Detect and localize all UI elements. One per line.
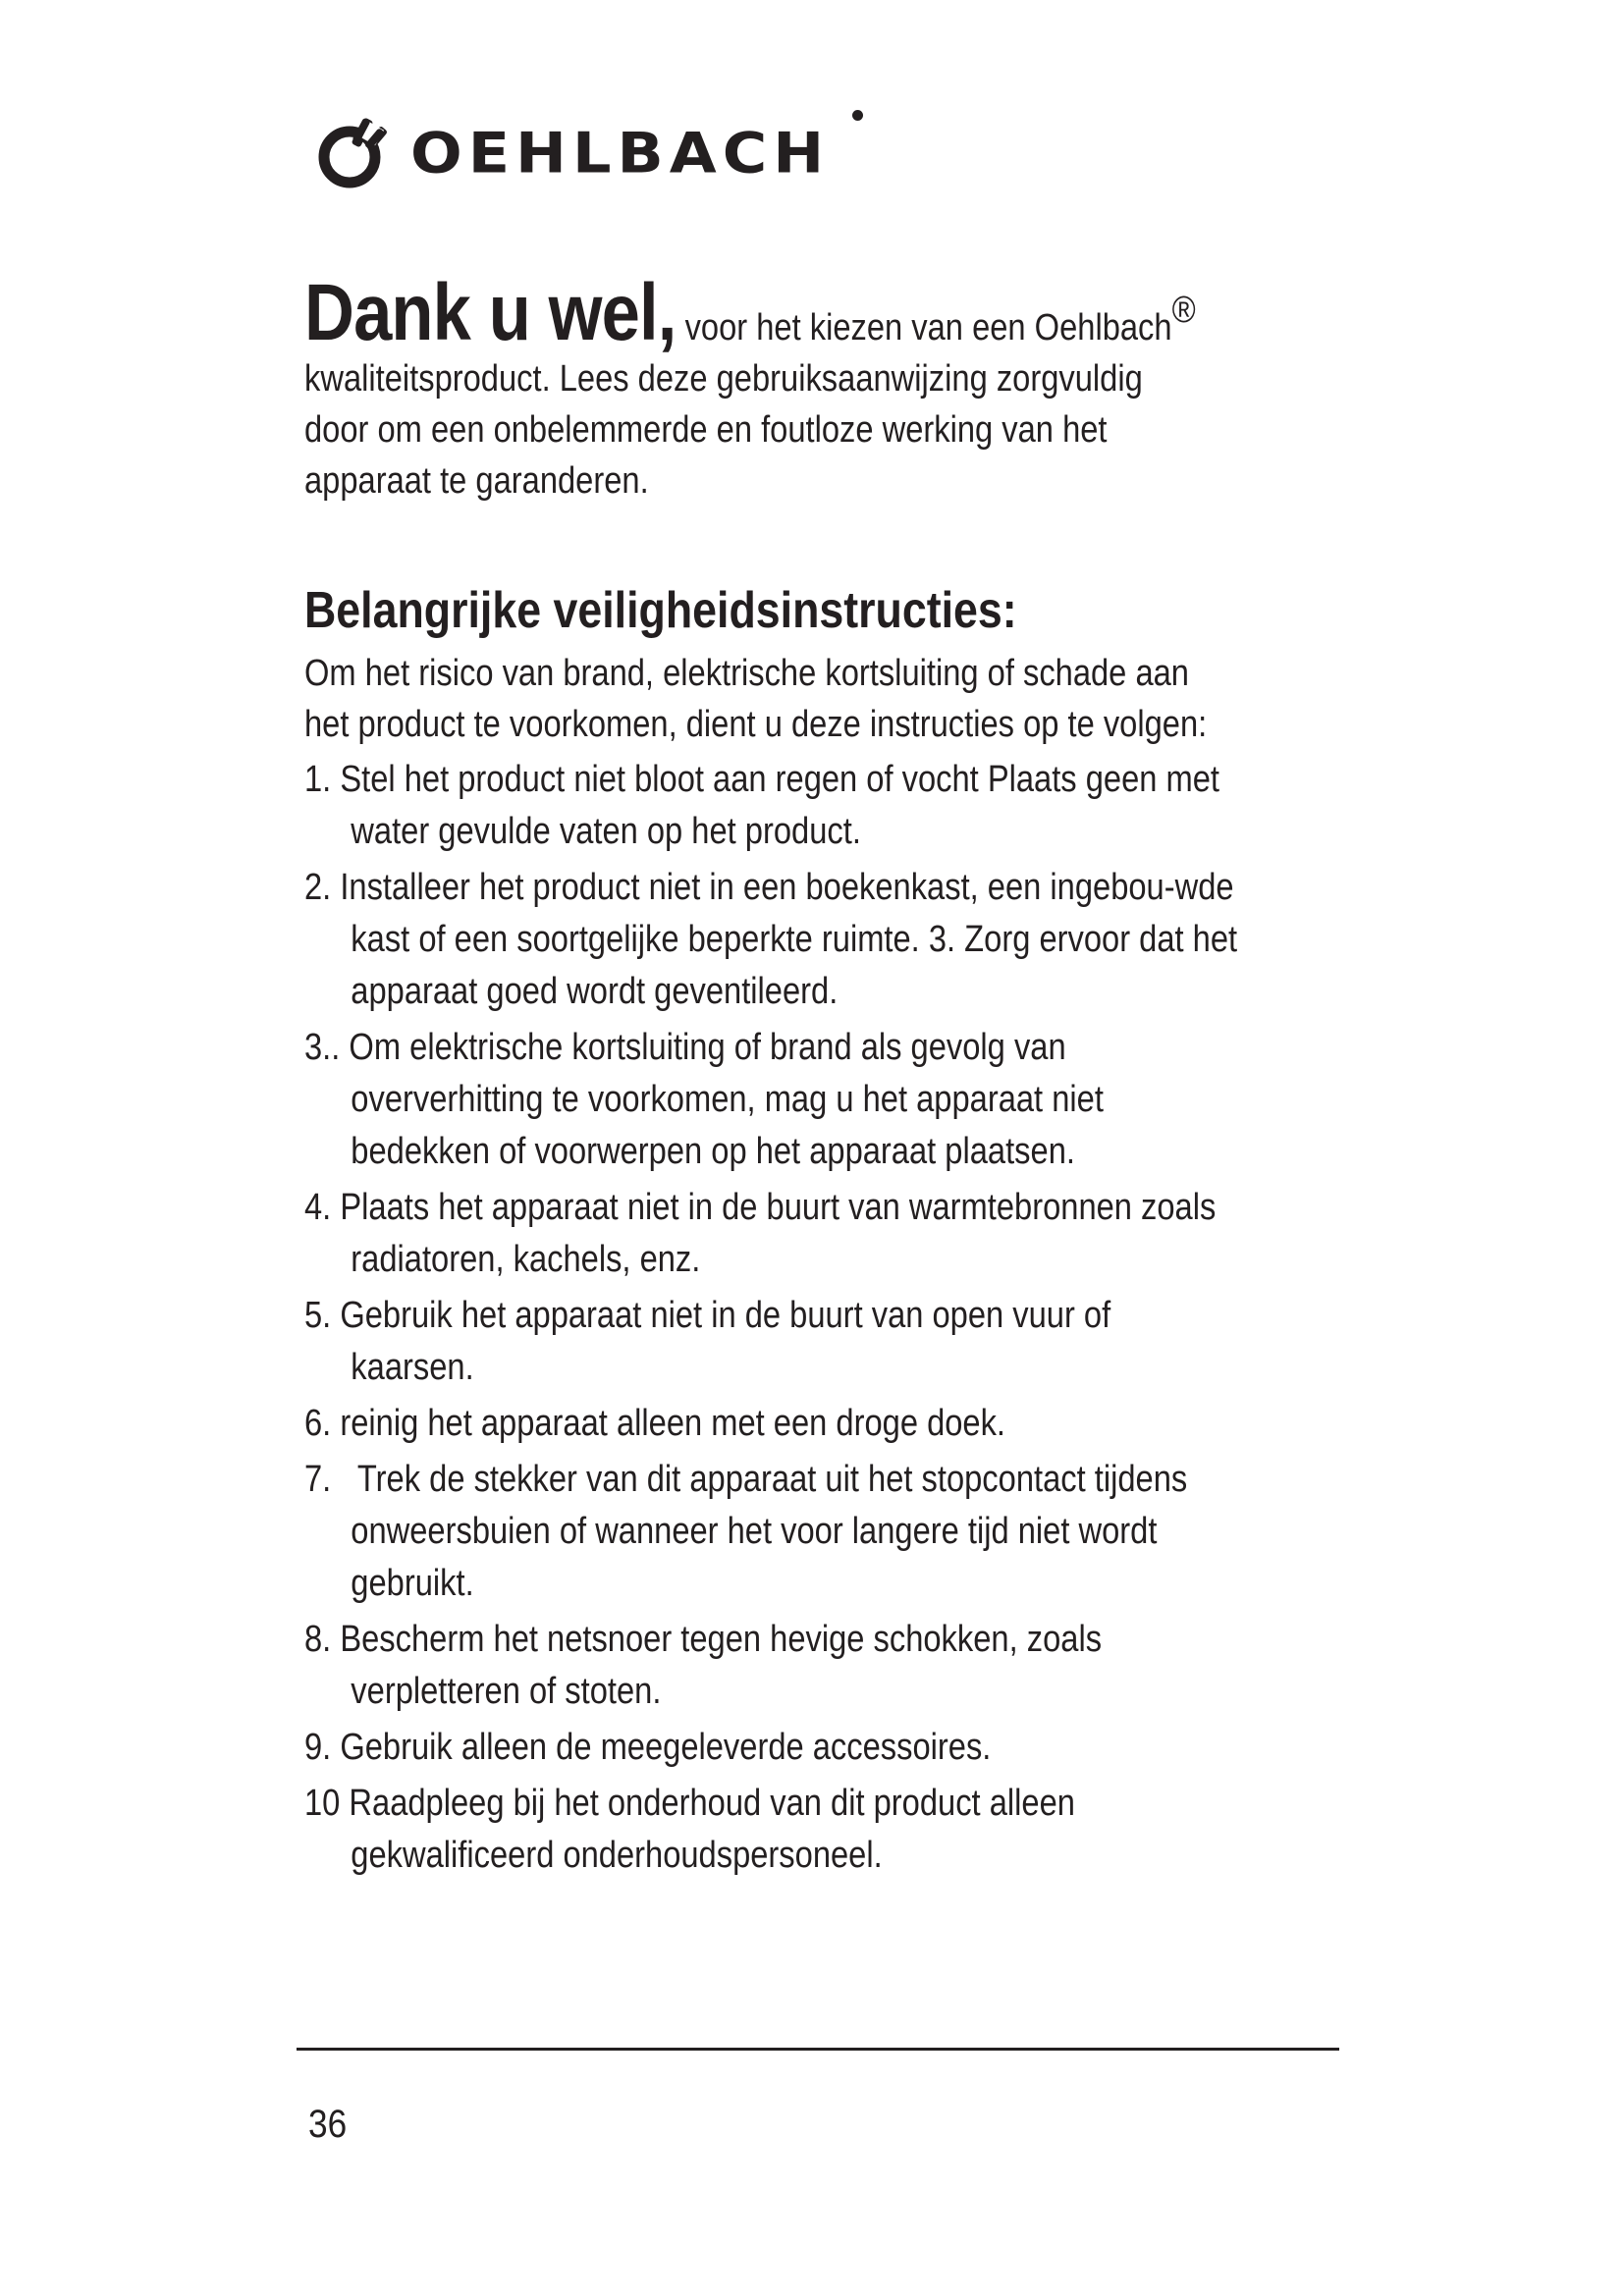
item-text: Om elektrische kortsluiting of brand als gevolg van oververhitting te voorkomen, mag u het apparaat niet bedekken of voorwerpen op het apparaat plaatsen. (349, 1027, 1104, 1172)
item-text: Raadpleeg bij het onderhoud van dit product alleen gekwalificeerd onderhoudspersoneel. (349, 1783, 1075, 1876)
item-marker: 7. (304, 1459, 357, 1500)
safety-item-6 (304, 1398, 1242, 1450)
item-marker: 6. (304, 1403, 341, 1444)
item-marker: 5. (304, 1295, 341, 1336)
safety-list (304, 754, 1242, 1882)
item-text: Gebruik alleen de meegeleverde accessoires. (340, 1727, 992, 1768)
safety-intro: Om het risico van brand, elektrische kortsluiting of schade aan het product te voorkomen, dient u deze instructies op te volgen: (304, 653, 1208, 745)
safety-item-1 (304, 754, 1242, 858)
item-text: Bescherm het netsnoer tegen hevige schokken, zoals verpletteren of stoten. (340, 1619, 1103, 1712)
safety-heading: Belangrijke veiligheidsinstructies: (304, 582, 1017, 639)
safety-item-7 (304, 1454, 1242, 1610)
footer-divider (297, 2048, 1339, 2051)
intro-line: kwaliteitsproduct. Lees deze gebruiksaanwijzing zorgvuldig (304, 358, 1143, 400)
item-marker: 10 (304, 1783, 350, 1824)
item-text: reinig het apparaat alleen met een droge doek. (340, 1403, 1006, 1444)
safety-item-3 (304, 1022, 1242, 1178)
item-text: Installeer het product niet in een boekenkast, een ingebou-wde kast of een soortgelijke beperkte ruimte. 3. Zorg ervoor dat het apparaat goed wordt geventileerd. (340, 867, 1238, 1012)
item-marker: 2. (304, 867, 341, 908)
thank-you-heading: Dank u wel, (304, 268, 677, 357)
safety-item-10 (304, 1778, 1242, 1882)
safety-item-2 (304, 862, 1242, 1018)
registered-mark: ® (1171, 290, 1196, 331)
intro-first-line (304, 268, 1217, 357)
item-text: Trek de stekker van dit apparaat uit het stopcontact tijdens onweersbuien of wanneer het voor langere tijd niet wordt gebruikt. (351, 1459, 1188, 1604)
intro-heading-tail: voor het kiezen van een Oehlbach (676, 307, 1172, 348)
oehlbach-logo-icon (312, 114, 391, 192)
item-marker: 8. (304, 1619, 341, 1660)
intro-line: apparaat te garanderen. (304, 460, 649, 502)
item-marker: 1. (304, 759, 341, 800)
safety-item-8 (304, 1614, 1242, 1718)
intro-line: door om een onbelemmerde en foutloze werking van het (304, 409, 1108, 451)
safety-item-4 (304, 1182, 1242, 1286)
item-marker: 9. (304, 1727, 341, 1768)
item-marker: 4. (304, 1187, 341, 1228)
thank-you-section (304, 268, 1217, 507)
item-text: Stel het product niet bloot aan regen of vocht Plaats geen met water gevulde vaten op het product. (340, 759, 1219, 852)
safety-instructions-section (304, 579, 1242, 1886)
registered-dot-icon (852, 110, 863, 121)
page-number: 36 (308, 2103, 348, 2146)
item-marker: 3.. (304, 1027, 350, 1068)
item-text: Gebruik het apparaat niet in de buurt van open vuur of kaarsen. (340, 1295, 1111, 1388)
item-text: Plaats het apparaat niet in de buurt van warmtebronnen zoals radiatoren, kachels, enz. (340, 1187, 1217, 1280)
brand-logo (312, 110, 830, 196)
safety-item-9 (304, 1722, 1242, 1774)
safety-item-5 (304, 1290, 1242, 1394)
brand-name: OEHLBACH (410, 119, 831, 187)
